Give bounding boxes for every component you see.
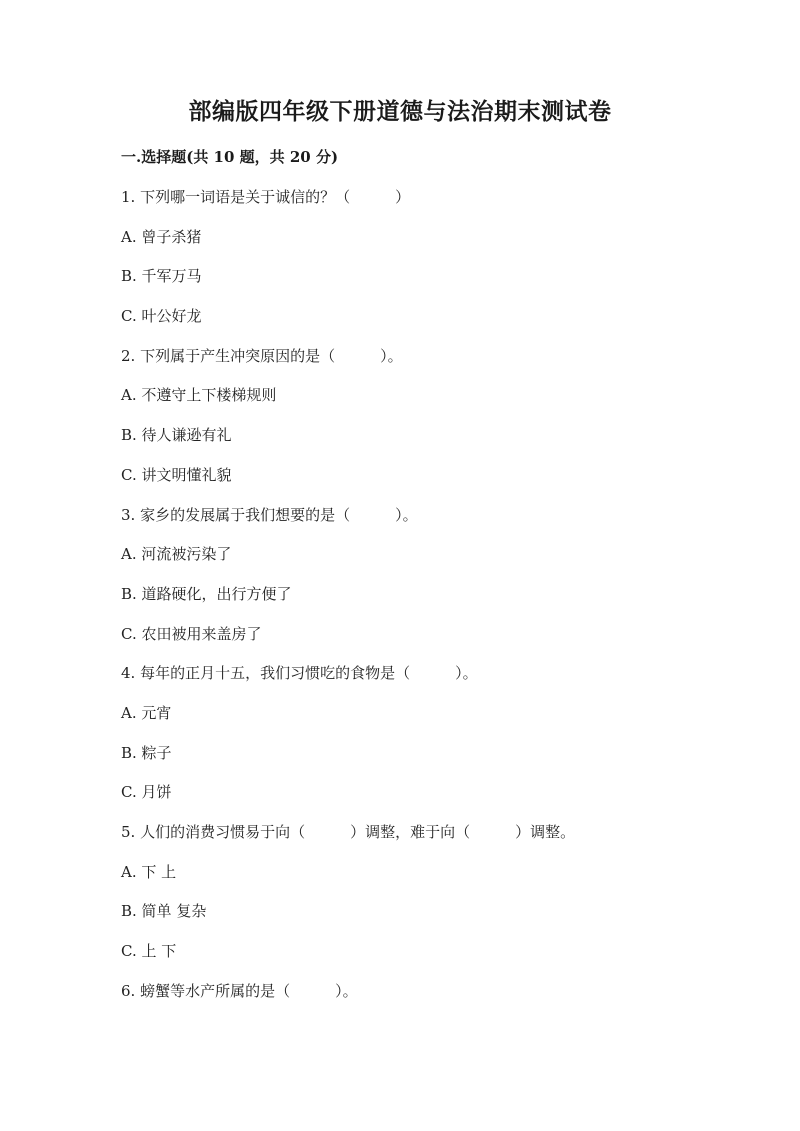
- page-title: 部编版四年级下册道德与法治期末测试卷: [188, 98, 612, 125]
- question-3-stem: 3. 家乡的发展属于我们想要的是（ ）。: [121, 505, 418, 524]
- question-2-option-c: C. 讲文明懂礼貌: [121, 465, 232, 484]
- question-list: [121, 186, 721, 1019]
- question-5-option-a: A. 下 上: [121, 862, 177, 881]
- question-5-option-c: C. 上 下: [121, 942, 177, 961]
- section-heading: 一.选择题(共 10 题，共 20 分): [121, 148, 339, 166]
- question-3-option-a: A. 河流被污染了: [121, 545, 232, 564]
- question-4-option-b: B. 粽子: [121, 743, 172, 762]
- question-4-stem: 4. 每年的正月十五，我们习惯吃的食物是（ ）。: [121, 664, 478, 683]
- question-3-option-c: C. 农田被用来盖房了: [121, 624, 262, 643]
- question-2-option-b: B. 待人谦逊有礼: [121, 426, 232, 445]
- question-5-option-b: B. 简单 复杂: [121, 902, 207, 921]
- question-1-option-a: A. 曾子杀猪: [121, 227, 202, 246]
- question-5-stem: 5. 人们的消费习惯易于向（ ）调整，难于向（ ）调整。: [121, 823, 576, 841]
- question-4-option-c: C. 月饼: [121, 783, 172, 802]
- question-2-stem: 2. 下列属于产生冲突原因的是（ ）。: [121, 346, 403, 365]
- question-6-stem: 6. 螃蟹等水产所属的是（ ）。: [121, 981, 358, 1000]
- question-1-option-c: C. 叶公好龙: [121, 307, 202, 326]
- question-1-stem: 1. 下列哪一词语是关于诚信的？（ ）: [121, 188, 411, 206]
- question-2-option-a: A. 不遵守上下楼梯规则: [121, 386, 277, 405]
- question-4-option-a: A. 元宵: [121, 703, 172, 722]
- question-3-option-b: B. 道路硬化，出行方便了: [121, 584, 292, 603]
- question-1-option-b: B. 千军万马: [121, 267, 202, 286]
